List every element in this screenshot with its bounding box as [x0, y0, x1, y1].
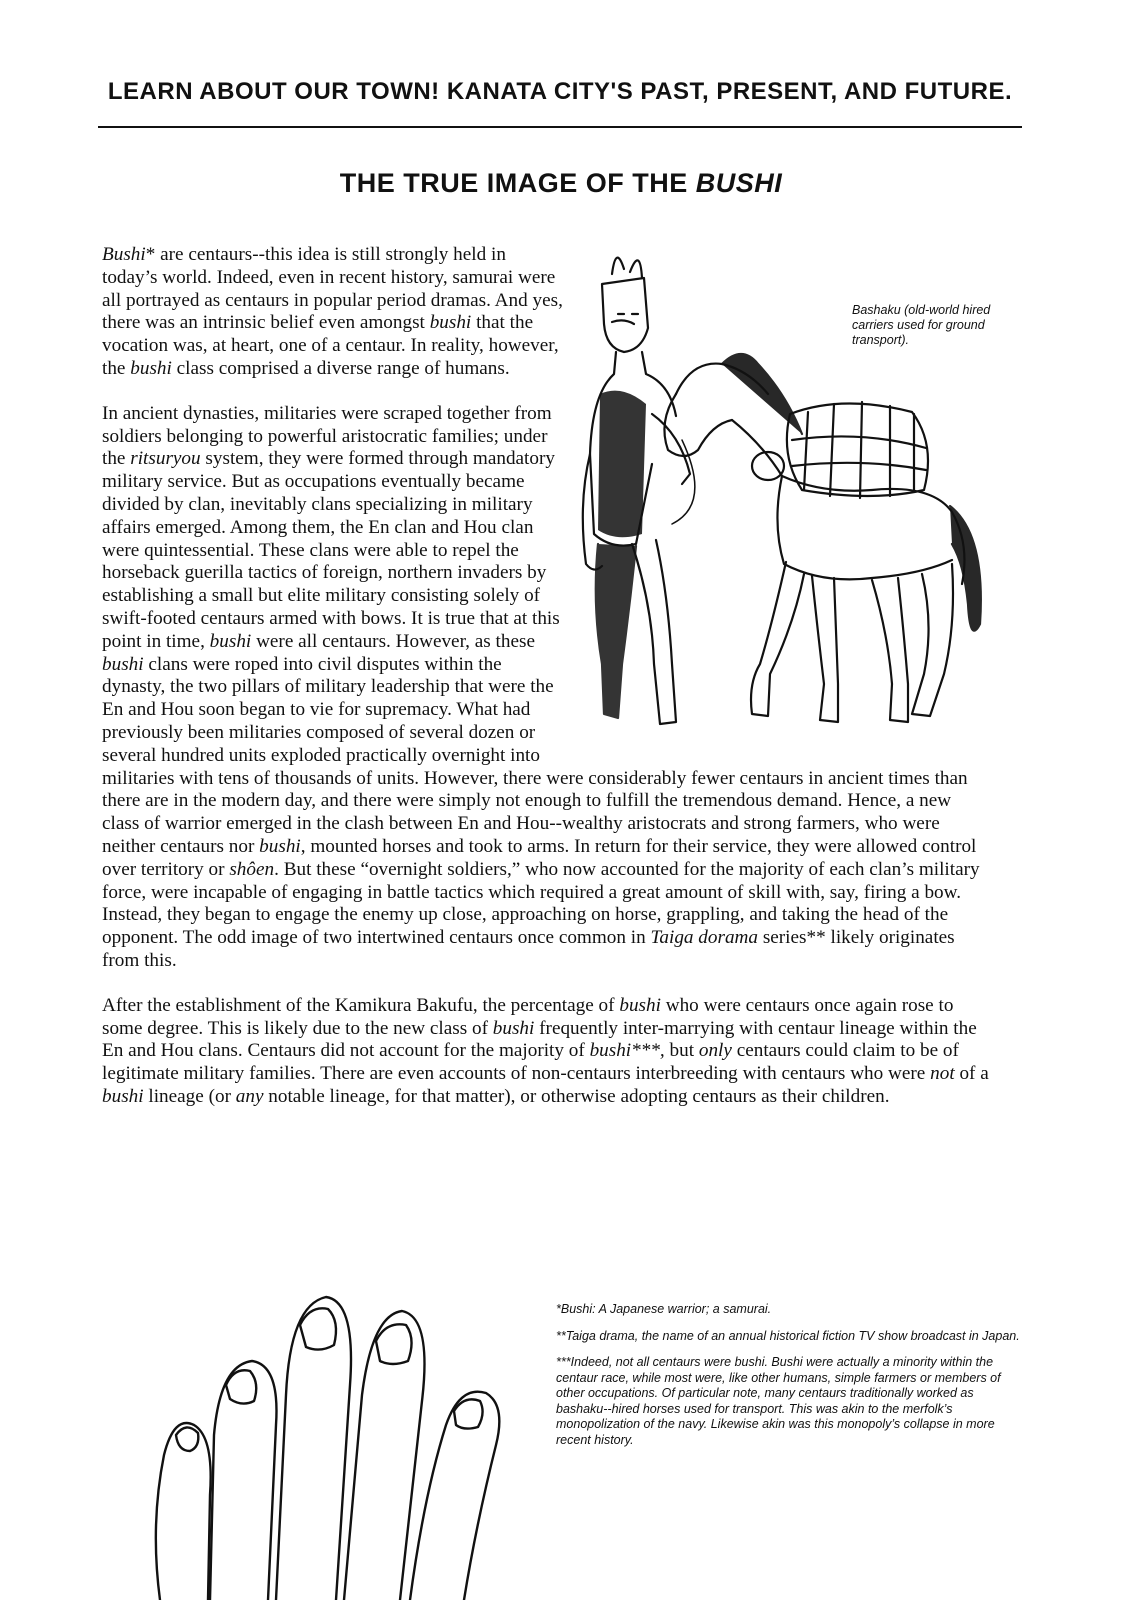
- title-italic: BUSHI: [695, 168, 783, 198]
- title-main: THE TRUE IMAGE OF THE: [339, 168, 688, 198]
- hand-illustration: [150, 1275, 510, 1600]
- article-title: [0, 168, 1122, 199]
- footnote-3: ***Indeed, not all centaurs were bushi. Bushi were actually a minority within the centaur race, while most were, like other humans, simple farmers or members of other occupations. Of particular note, many centaurs traditionally worked as bashaku--hired horses used for transport. This was akin to the merfolk’s monopolization of the navy. Likewise akin was this monopoly’s collapse in more recent history.: [556, 1355, 1001, 1447]
- footnote-2: **Taiga drama, the name of an annual historical fiction TV show broadcast in Japan.: [556, 1328, 1020, 1343]
- figure-caption: Bashaku (old-world hired carriers used for ground transport).: [852, 303, 991, 347]
- page-header: LEARN ABOUT OUR TOWN! KANATA CITY'S PAST, PRESENT, AND FUTURE.: [107, 78, 1013, 105]
- header-rule: [98, 126, 1022, 128]
- paragraph-2: In ancient dynasties, militaries were scraped together from soldiers belonging to powerful aristocratic families; under the ritsuryou system, they were formed through mandatory military service. But as occupations eventually became divided by clan, inevitably clans specializing in military affairs emerged. Among them, the En clan and Hou clan were quintessential. These clans were able to repel the horseback guerilla tactics of foreign, northern invaders by establishing a small but elite military consisting solely of swift-footed centaurs armed with bows. It is true that at this point in time, bushi were all centaurs. However, as these bushi clans were roped into civil disputes within the dynasty, the two pillars of military leadership that were the En and Hou soon began to vie for supremacy. What had previously been militaries composed of several dozen or several hundred units exploded practically overnight into militaries with tens of thousands of units. However, there were considerably fewer centaurs in ancient times than there are in the modern day, and there were simply not enough to fulfill the tremendous demand. Hence, a new class of warrior emerged in the clash between En and Hou--wealthy aristocrats and strong farmers, who were neither centaurs nor bushi, mounted horses and took to arms. In return for their service, they were allowed control over territory or shôen. But these “overnight soldiers,” who now accounted for the majority of each clan’s military force, were incapable of engaging in battle tactics which required a great amount of skill with, say, firing a bow. Instead, they began to engage the enemy up close, approaching on horse, grappling, and taking the head of the opponent. The odd image of two intertwined centaurs once common in Taiga dorama series** likely originates from this.: [102, 402, 980, 971]
- footnote-1: *Bushi: A Japanese warrior; a samurai.: [556, 1302, 772, 1316]
- paragraph-3: After the establishment of the Kamikura Bakufu, the percentage of bushi who were centaurs once again rose to some degree. This is likely due to the new class of bushi frequently inter-marrying with centaur lineage within the En and Hou clans. Centaurs did not account for the majority of bushi***, but only centaurs could claim to be of legitimate military families. There are even accounts of non-centaurs interbreeding with centaurs who were not of a bushi lineage (or any notable lineage, for that matter), or otherwise adopting centaurs as their children.: [102, 994, 989, 1107]
- footnotes: [556, 1302, 1021, 1459]
- paragraph-1: Bushi* are centaurs--this idea is still strongly held in today’s world. Indeed, even in recent history, samurai were all portrayed as centaurs in popular period dramas. And yes, there was an intrinsic belief even amongst bushi that the vocation was, at heart, one of a centaur. In reality, however, the bushi class comprised a diverse range of humans.: [102, 244, 563, 379]
- article-body: [102, 244, 992, 1131]
